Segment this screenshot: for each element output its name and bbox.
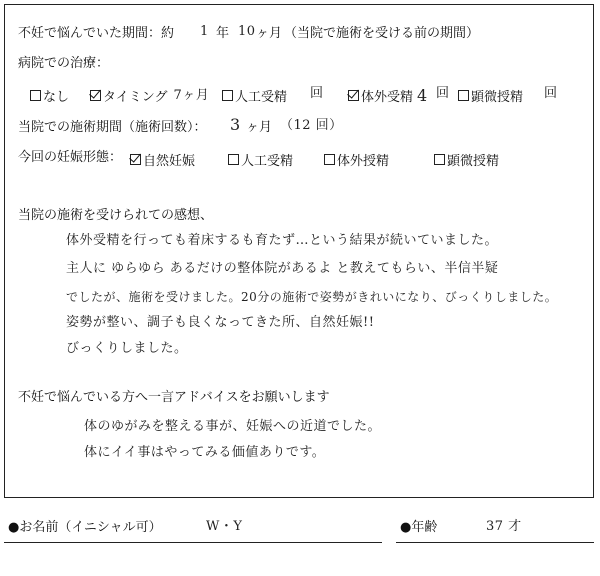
pregnancy-option-ivf[interactable]	[324, 150, 389, 169]
hospital-option-none[interactable]	[30, 86, 69, 105]
option-artificial-label: 人工受精	[235, 90, 288, 105]
name-label: ●お名前（イニシャル可）	[8, 520, 162, 535]
advice-heading: 不妊で悩んでいる方へ一言アドバイスをお願いします	[18, 390, 330, 405]
checkbox-natural[interactable]	[130, 154, 141, 165]
pregnancy-label: 今回の妊娠形態：	[18, 150, 123, 165]
option-timing-label: タイミング	[103, 90, 168, 105]
option-icsi-label: 顕微授精	[471, 90, 524, 105]
impression-heading: 当院の施術を受けられての感想、	[18, 208, 214, 223]
impression-line: 姿勢が整い、調子も良くなってきた所、自然妊娠!!	[66, 315, 375, 330]
clinic-month-unit: ヶ月	[246, 120, 273, 135]
hospital-label: 病院での治療：	[18, 56, 110, 71]
checkbox-preg-artificial[interactable]	[228, 154, 239, 165]
checkbox-ivf[interactable]	[348, 90, 359, 101]
period-note: （当院で施術を受ける前の期間）	[284, 26, 480, 41]
icsi-count-unit: 回	[544, 86, 558, 101]
checkbox-artificial[interactable]	[222, 90, 233, 101]
ivf-count: 4	[417, 85, 428, 105]
option-none-label: なし	[43, 90, 70, 105]
age-value: 37 才	[486, 519, 522, 534]
clinic-months: 3	[230, 115, 241, 134]
option-preg-ivf-label: 体外授精	[337, 154, 390, 169]
hospital-option-ivf[interactable]	[348, 86, 428, 105]
hospital-option-icsi[interactable]	[458, 86, 523, 105]
period-months: 10	[238, 24, 256, 39]
checkbox-icsi[interactable]	[458, 90, 469, 101]
hospital-option-timing[interactable]	[90, 86, 209, 105]
artificial-count-unit: 回	[310, 86, 324, 101]
checkbox-none[interactable]	[30, 90, 41, 101]
checkbox-preg-icsi[interactable]	[434, 154, 445, 165]
period-label: 不妊で悩んでいた期間：約	[18, 26, 175, 41]
advice-line: 体のゆがみを整える事が、妊娠への近道でした。	[84, 419, 382, 434]
pregnancy-option-artificial[interactable]	[228, 150, 293, 169]
impression-line: でしたが、施術を受けました。20分の施術で姿勢がきれいになり、びっくりしました。	[66, 290, 558, 304]
advice-line: 体にイイ事はやってみる価値ありです。	[84, 445, 326, 460]
clinic-sessions: （12 回）	[280, 118, 343, 133]
pregnancy-option-natural[interactable]	[130, 150, 195, 169]
period-years: 1	[200, 24, 209, 39]
name-value: W・Y	[206, 519, 243, 534]
checkbox-preg-ivf[interactable]	[324, 154, 335, 165]
age-underline	[396, 542, 594, 543]
timing-value: 7ヶ月	[173, 87, 210, 103]
checkbox-timing[interactable]	[90, 90, 101, 101]
name-underline	[4, 542, 382, 543]
ivf-count-unit: 回	[436, 86, 450, 101]
period-year-unit: 年	[216, 26, 230, 41]
clinic-period-label: 当院での施術期間（施術回数）：	[18, 120, 207, 135]
option-preg-icsi-label: 顕微授精	[447, 154, 500, 169]
option-ivf-label: 体外受精	[361, 90, 414, 105]
option-natural-label: 自然妊娠	[143, 154, 196, 169]
impression-line: 主人に ゆらゆら あるだけの整体院があるよ と教えてもらい、半信半疑	[66, 261, 499, 276]
period-month-unit: ヶ月	[256, 26, 283, 41]
impression-line: びっくりしました。	[66, 341, 188, 356]
age-label: ●年齢	[400, 520, 438, 535]
hospital-option-artificial[interactable]	[222, 86, 287, 105]
pregnancy-option-icsi[interactable]	[434, 150, 499, 169]
option-preg-artificial-label: 人工受精	[241, 154, 294, 169]
impression-line: 体外受精を行っても着床するも育たず…という結果が続いていました。	[66, 233, 499, 248]
